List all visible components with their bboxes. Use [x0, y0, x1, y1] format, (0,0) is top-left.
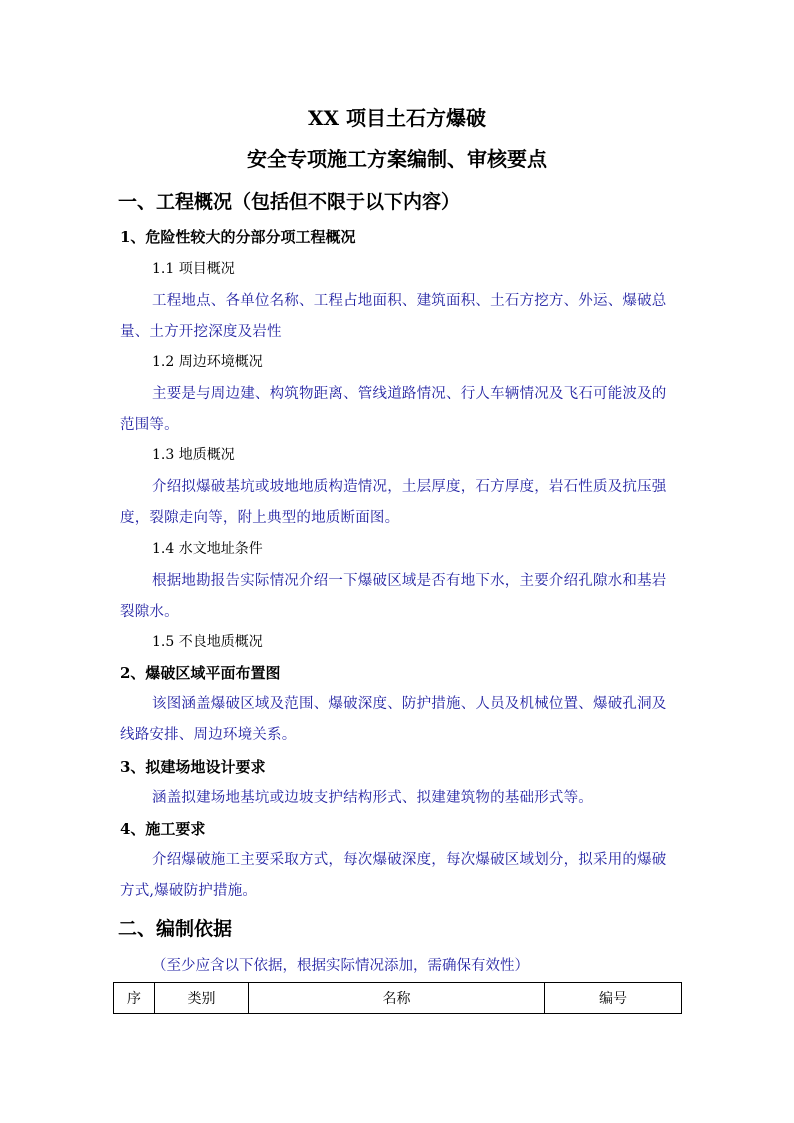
section2-note: （至少应含以下依据，根据实际情况添加，需确保有效性）: [152, 958, 529, 974]
item1-heading: 1、危险性较大的分部分项工程概况: [120, 228, 356, 246]
item2-text: 该图涵盖爆破区域及范围、爆破深度、防护措施、人员及机械位置、爆破孔洞及线路安排、周边环境关系。: [120, 696, 667, 743]
sub3-label: 1.3 地质概况: [152, 447, 235, 463]
section2-heading: 二、编制依据: [118, 918, 233, 940]
item4-heading: 4、施工要求: [120, 820, 206, 838]
sub1-label: 1.1 项目概况: [152, 261, 235, 277]
sub5-label: 1.5 不良地质概况: [152, 634, 263, 650]
item3-heading: 3、拟建场地设计要求: [120, 758, 266, 776]
item2-heading: 2、爆破区域平面布置图: [120, 664, 281, 682]
sub1-text: 工程地点、各单位名称、工程占地面积、建筑面积、土石方挖方、外运、爆破总量、土方开挖深度及岩性: [120, 293, 667, 340]
item3-text: 涵盖拟建场地基坑或边坡支护结构形式、拟建建筑物的基础形式等。: [152, 790, 593, 806]
sub2-label: 1.2 周边环境概况: [152, 354, 263, 370]
table-header-number: 编号: [545, 983, 682, 1014]
table-header-name: 名称: [249, 983, 545, 1014]
sub3-text: 介绍拟爆破基坑或坡地地质构造情况，土层厚度，石方厚度，岩石性质及抗压强度，裂隙走向等，附上典型的地质断面图。: [120, 479, 667, 526]
section1-heading: 一、工程概况（包括但不限于以下内容）: [118, 191, 461, 213]
document-title-line1: XX 项目土石方爆破: [308, 106, 486, 130]
document-title-line2: 安全专项施工方案编制、审核要点: [247, 147, 547, 171]
reference-table: [113, 982, 682, 1014]
table-header-row: [114, 983, 682, 1014]
table-header-category: 类别: [155, 983, 249, 1014]
table-header-index: 序: [114, 983, 155, 1014]
sub2-text: 主要是与周边建、构筑物距离、管线道路情况、行人车辆情况及飞石可能波及的范围等。: [120, 386, 667, 433]
item4-text: 介绍爆破施工主要采取方式，每次爆破深度，每次爆破区域划分，拟采用的爆破方式,爆破防护措施。: [120, 852, 667, 899]
sub4-text: 根据地勘报告实际情况介绍一下爆破区域是否有地下水，主要介绍孔隙水和基岩裂隙水。: [120, 573, 667, 620]
sub4-label: 1.4 水文地址条件: [152, 541, 263, 557]
